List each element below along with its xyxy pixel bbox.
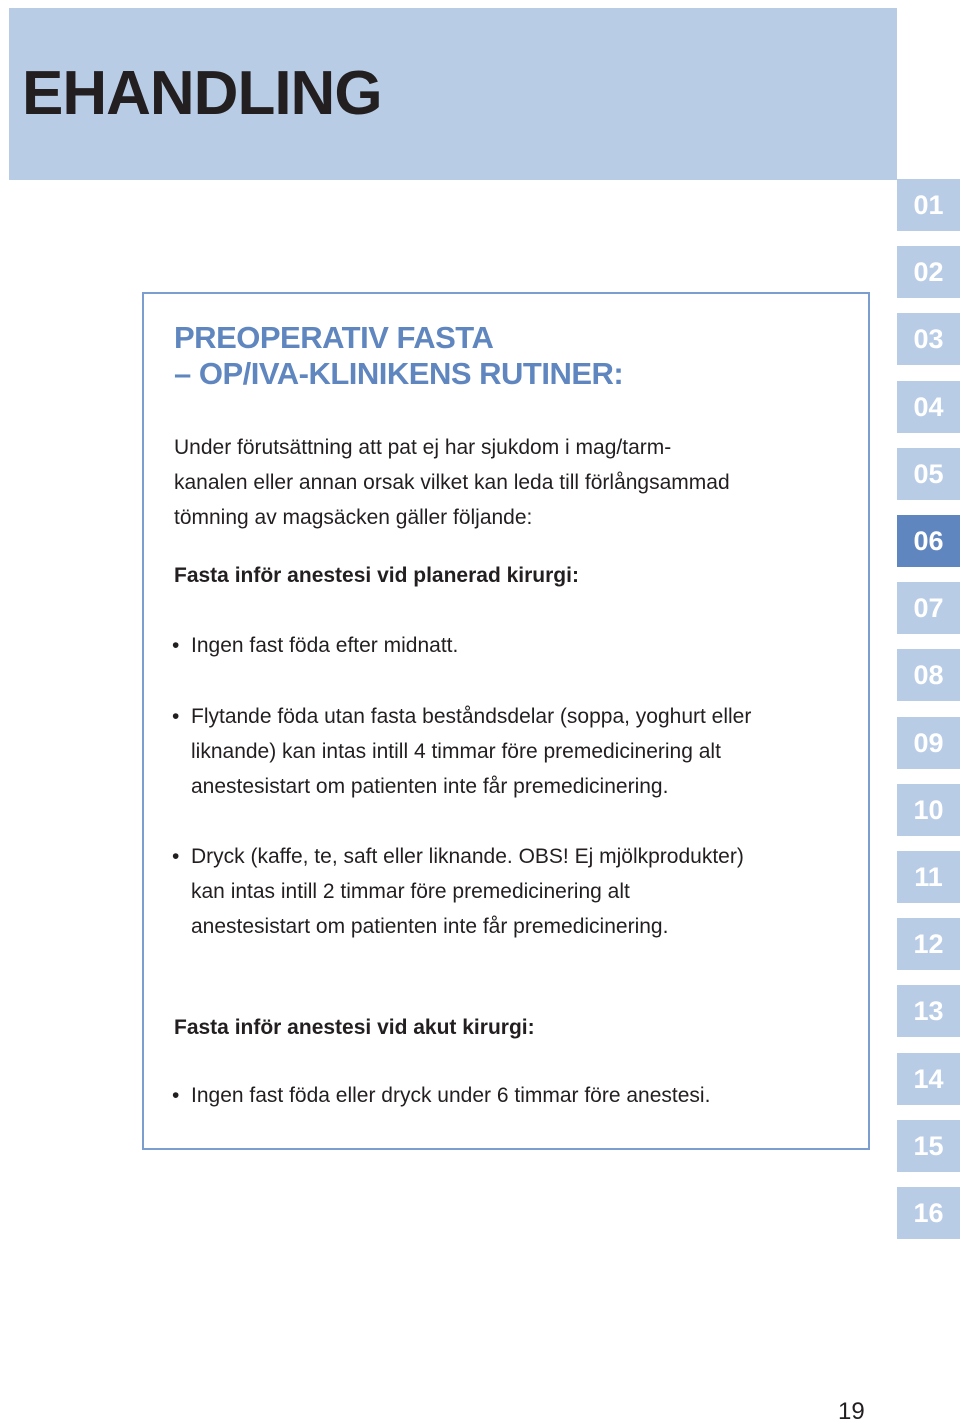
bullet-line: Dryck (kaffe, te, saft eller liknande. OBS! Ej mjölkprodukter) <box>191 845 744 868</box>
bullet-line: anestesistart om patienten inte får premedicinering. <box>191 915 669 938</box>
tab-chapter-09[interactable]: 09 <box>897 717 960 769</box>
tab-chapter-15[interactable]: 15 <box>897 1120 960 1172</box>
bullet-line: Ingen fast föda eller dryck under 6 timmar före anestesi. <box>191 1084 711 1107</box>
acute-surgery-heading: Fasta inför anestesi vid akut kirurgi: <box>174 1016 535 1039</box>
intro-line: tömning av magsäcken gäller följande: <box>174 506 533 529</box>
tab-chapter-01[interactable]: 01 <box>897 179 960 231</box>
tab-chapter-12[interactable]: 12 <box>897 918 960 970</box>
tab-chapter-07[interactable]: 07 <box>897 582 960 634</box>
page-title: EHANDLING <box>22 59 382 128</box>
tab-chapter-16[interactable]: 16 <box>897 1187 960 1239</box>
bullet-line: kan intas intill 2 timmar före premedicinering alt <box>191 880 630 903</box>
chapter-tabs <box>897 0 960 1427</box>
bullet-icon: • <box>172 705 180 728</box>
tab-chapter-03[interactable]: 03 <box>897 313 960 365</box>
page-number: 19 <box>838 1398 865 1425</box>
intro-line: kanalen eller annan orsak vilket kan leda till förlångsammad <box>174 471 730 494</box>
tab-chapter-10[interactable]: 10 <box>897 784 960 836</box>
tab-chapter-02[interactable]: 02 <box>897 246 960 298</box>
bullet-icon: • <box>172 1084 180 1107</box>
section-subtitle: – OP/IVA-KLINIKENS RUTINER: <box>174 356 624 391</box>
tab-chapter-14[interactable]: 14 <box>897 1053 960 1105</box>
tab-chapter-11[interactable]: 11 <box>897 851 960 903</box>
bullet-icon: • <box>172 845 180 868</box>
bullet-line: liknande) kan intas intill 4 timmar före premedicinering alt <box>191 740 721 763</box>
bullet-line: Ingen fast föda efter midnatt. <box>191 634 459 657</box>
section-title: PREOPERATIV FASTA <box>174 320 494 355</box>
tab-chapter-08[interactable]: 08 <box>897 649 960 701</box>
tab-chapter-13[interactable]: 13 <box>897 985 960 1037</box>
tab-chapter-05[interactable]: 05 <box>897 448 960 500</box>
bullet-line: Flytande föda utan fasta beståndsdelar (soppa, yoghurt eller <box>191 705 752 728</box>
bullet-icon: • <box>172 634 180 657</box>
intro-paragraph <box>174 430 854 535</box>
planned-surgery-heading: Fasta inför anestesi vid planerad kirurgi: <box>174 564 579 587</box>
intro-line: Under förutsättning att pat ej har sjukdom i mag/tarm- <box>174 436 672 459</box>
tab-chapter-06[interactable]: 06 <box>897 515 960 567</box>
tab-chapter-04[interactable]: 04 <box>897 381 960 433</box>
bullet-line: anestesistart om patienten inte får premedicinering. <box>191 775 669 798</box>
